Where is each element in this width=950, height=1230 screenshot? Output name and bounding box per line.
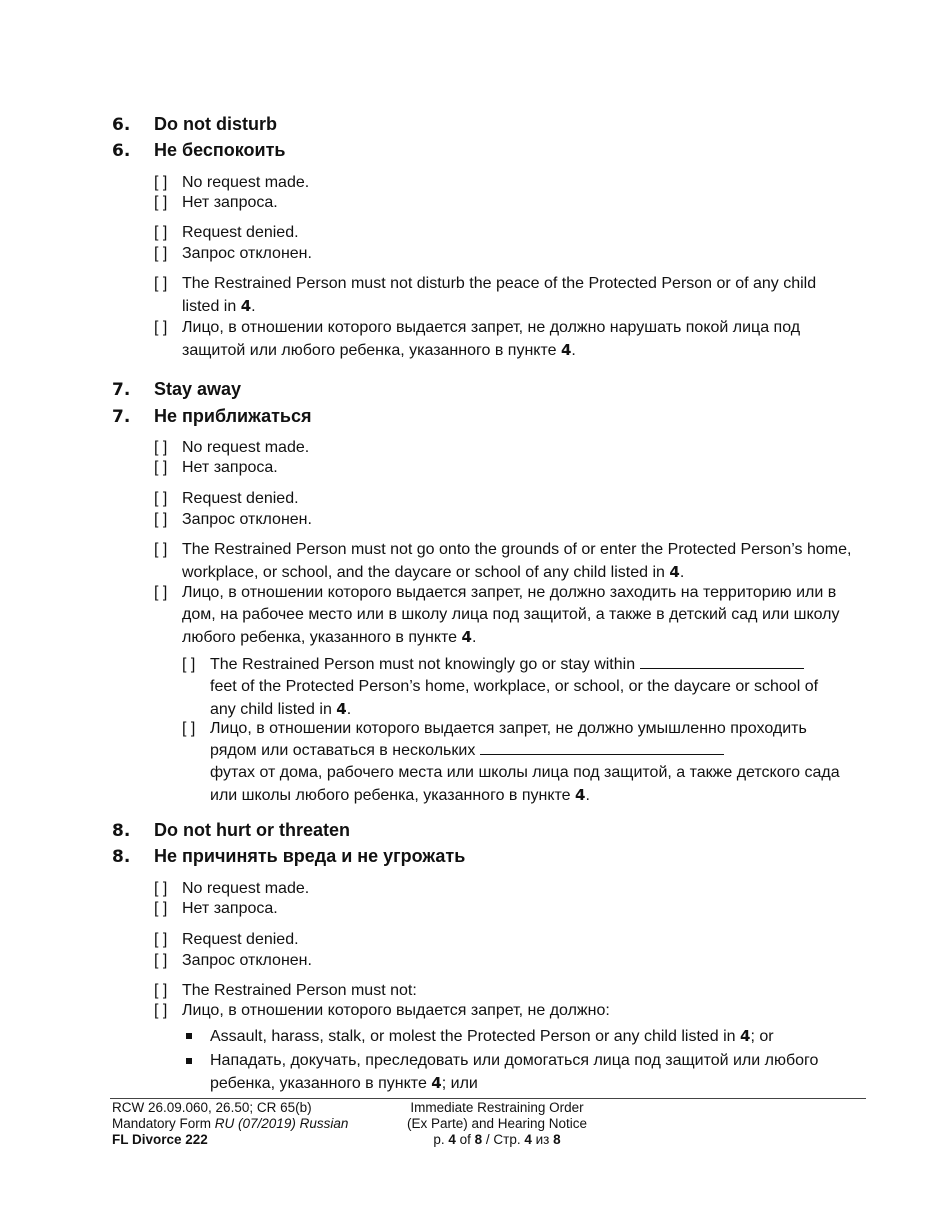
s8-denied-ru[interactable]: [ ] Запрос отклонен.	[154, 950, 854, 972]
s8-no-request-ru[interactable]: [ ] Нет запроса.	[154, 898, 854, 920]
checkbox[interactable]: [ ]	[154, 952, 168, 969]
distance-blank-field[interactable]	[640, 654, 804, 669]
section-number: 6.	[112, 115, 131, 135]
checkbox[interactable]: [ ]	[154, 880, 168, 897]
item-reference: 4	[669, 563, 680, 581]
s7-distance-en[interactable]: [ ] The Restrained Person must not knowingly go or stay within feet of the Protected Person’s home, workplace, or school, or the daycare or school of any child listed in 4.	[182, 656, 819, 718]
checkbox[interactable]: [ ]	[154, 319, 168, 336]
section-number: 7.	[112, 407, 131, 427]
section-title: Не приближаться	[154, 406, 312, 426]
s8-bullet-ru: Нападать, докучать, преследовать или домогаться лица под защитой или любого ребенка, указанного в пункте 4; или	[182, 1050, 822, 1095]
s6-denied-ru[interactable]: [ ] Запрос отклонен.	[154, 243, 854, 265]
section-title: Do not hurt or threaten	[154, 820, 350, 840]
section-title: Не беспокоить	[154, 140, 286, 160]
checkbox[interactable]: [ ]	[154, 541, 168, 558]
checkbox[interactable]: [ ]	[182, 720, 196, 737]
s7-order-ru[interactable]: [ ] Лицо, в отношении которого выдается запрет, не должно заходить на территорию или в дом, на рабочее место или в школу лица под защитой, а также в детский сад или школу любого ребенка, указанного в пункте 4.	[154, 584, 840, 646]
checkbox[interactable]: [ ]	[154, 174, 168, 191]
s6-order-ru[interactable]: [ ] Лицо, в отношении которого выдается запрет, не должно нарушать покой лица под защитой или любого ребенка, указанного в пункте 4.	[154, 319, 801, 359]
checkbox[interactable]: [ ]	[154, 931, 168, 948]
section-title: Не причинять вреда и не угрожать	[154, 846, 466, 866]
section-7-heading-en	[112, 379, 241, 400]
section-8-heading-en	[112, 820, 350, 841]
s6-denied-en[interactable]: [ ] Request denied.	[154, 222, 854, 244]
footer-left: RCW 26.09.060, 26.50; CR 65(b) Mandatory Form RU (07/2019) Russian FL Divorce 222	[112, 1100, 349, 1147]
item-reference: 4	[431, 1074, 442, 1092]
section-7-heading-ru	[112, 406, 312, 427]
section-title: Stay away	[154, 379, 242, 399]
section-number: 7.	[112, 380, 131, 400]
checkbox[interactable]: [ ]	[154, 245, 168, 262]
footer-divider	[110, 1098, 866, 1099]
s8-no-request-en[interactable]: [ ] No request made.	[154, 878, 854, 900]
section-number: 6.	[112, 141, 131, 161]
checkbox[interactable]: [ ]	[154, 439, 168, 456]
s7-denied-en[interactable]: [ ] Request denied.	[154, 488, 854, 510]
distance-blank-field[interactable]	[480, 740, 724, 755]
form-number: FL Divorce 222	[112, 1132, 208, 1147]
s7-no-request-en[interactable]: [ ] No request made.	[154, 437, 854, 459]
section-number: 8.	[112, 847, 131, 867]
checkbox[interactable]: [ ]	[154, 275, 168, 292]
s8-order-en[interactable]: [ ] The Restrained Person must not:	[154, 980, 854, 1002]
form-title: Immediate Restraining Order	[410, 1100, 584, 1115]
bullet-icon	[186, 1058, 192, 1064]
item-reference: 4	[461, 628, 472, 646]
checkbox[interactable]: [ ]	[154, 511, 168, 528]
section-6-heading-en	[112, 114, 277, 135]
section-number: 8.	[112, 821, 131, 841]
checkbox[interactable]: [ ]	[154, 900, 168, 917]
s6-order-en[interactable]: [ ] The Restrained Person must not disturb the peace of the Protected Person or of any child listed in 4.	[154, 275, 817, 315]
checkbox[interactable]: [ ]	[154, 459, 168, 476]
section-title: Do not disturb	[154, 114, 277, 134]
footer-center: Immediate Restraining Order (Ex Parte) and Hearing Notice p. 4 of 8 / Стр. 4 из 8	[392, 1100, 602, 1148]
s7-order-en[interactable]: [ ] The Restrained Person must not go onto the grounds of or enter the Protected Person’s home, workplace, or school, and the daycare or school of any child listed in 4.	[154, 541, 852, 581]
s7-denied-ru[interactable]: [ ] Запрос отклонен.	[154, 509, 854, 531]
checkbox[interactable]: [ ]	[154, 224, 168, 241]
checkbox[interactable]: [ ]	[154, 982, 168, 999]
s6-no-request-en[interactable]: [ ] No request made.	[154, 172, 854, 194]
bullet-icon	[186, 1033, 192, 1039]
checkbox[interactable]: [ ]	[154, 194, 168, 211]
item-reference: 4	[740, 1027, 751, 1045]
item-reference: 4	[575, 786, 586, 804]
item-reference: 4	[560, 341, 572, 359]
s8-order-ru[interactable]: [ ] Лицо, в отношении которого выдается запрет, не должно:	[154, 1000, 854, 1022]
s7-no-request-ru[interactable]: [ ] Нет запроса.	[154, 457, 854, 479]
item-reference: 4	[240, 297, 252, 315]
section-8-heading-ru	[112, 846, 465, 867]
item-reference: 4	[336, 700, 347, 718]
section-6-heading-ru	[112, 140, 286, 161]
s8-denied-en[interactable]: [ ] Request denied.	[154, 929, 854, 951]
page-number: p. 4 of 8 / Стр. 4 из 8	[433, 1132, 561, 1147]
s7-distance-ru[interactable]: [ ] Лицо, в отношении которого выдается запрет, не должно умышленно проходить рядом или оставаться в нескольких футах от дома, рабочего места или школы лица под защитой, а также детского сада или школы любого ребенка, указанного в пункте 4.	[182, 720, 840, 804]
checkbox[interactable]: [ ]	[182, 656, 196, 673]
s8-bullet-en: Assault, harass, stalk, or molest the Protected Person or any child listed in 4; or	[182, 1025, 822, 1048]
checkbox[interactable]: [ ]	[154, 490, 168, 507]
s6-no-request-ru[interactable]: [ ] Нет запроса.	[154, 192, 854, 214]
checkbox[interactable]: [ ]	[154, 584, 168, 601]
checkbox[interactable]: [ ]	[154, 1002, 168, 1019]
